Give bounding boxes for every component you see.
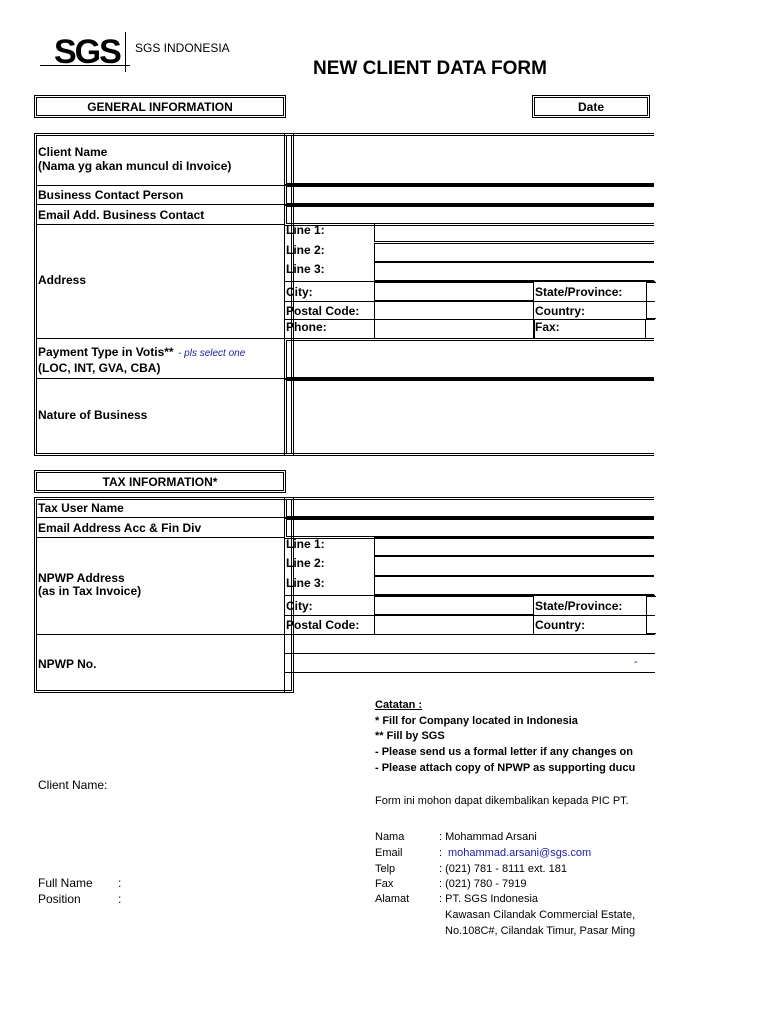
postal-label: Postal Code: — [286, 304, 360, 318]
city-field[interactable] — [374, 282, 534, 301]
line1-label: Line 1: — [286, 223, 325, 237]
email-link[interactable]: mohammad.arsani@sgs.com — [448, 847, 592, 859]
page-title: NEW CLIENT DATA FORM — [313, 58, 547, 79]
npwp-line2-field[interactable] — [374, 556, 654, 576]
full-name-colon: : — [118, 876, 122, 890]
state-label: State/Province: — [535, 285, 623, 299]
alamat-line3: No.108C#, Cilandak Timur, Pasar Ming — [445, 925, 636, 937]
npwp-postal-label: Postal Code: — [286, 618, 360, 632]
line3-label: Line 3: — [286, 262, 325, 276]
npwp-line1-field[interactable] — [374, 537, 654, 556]
notes-title: Catatan : — [375, 699, 423, 711]
client-name-label: Client Name — [38, 145, 108, 159]
country-label: Country: — [535, 304, 585, 318]
payment-options-label: (LOC, INT, GVA, CBA) — [38, 361, 161, 375]
alamat-value: : PT. SGS Indonesia — [439, 893, 539, 905]
note-4: - Please attach copy of NPWP as supporting ducu — [375, 762, 636, 774]
email-colon: : — [439, 847, 443, 859]
fax-value: : (021) 780 - 7919 — [439, 878, 527, 890]
note-3: - Please send us a formal letter if any changes on — [375, 746, 633, 758]
note-1: * Fill for Company located in Indonesia — [375, 715, 578, 727]
city-label: City: — [286, 285, 313, 299]
sgs-logo — [40, 32, 130, 72]
email-business-label: Email Add. Business Contact — [38, 208, 205, 222]
npwp-address-sub-label: (as in Tax Invoice) — [38, 584, 142, 598]
return-text: Form ini mohon dapat dikembalikan kepada PIC PT. — [375, 795, 629, 807]
position-colon: : — [118, 892, 122, 906]
nama-value: : Mohammad Arsani — [439, 831, 537, 843]
npwp-line1-label: Line 1: — [286, 537, 325, 551]
nature-label: Nature of Business — [38, 408, 148, 422]
line2-field[interactable] — [374, 243, 654, 262]
tax-user-value[interactable] — [284, 497, 654, 519]
address-label: Address — [38, 273, 87, 287]
alamat-line2: Kawasan Cilandak Commercial Estate, — [445, 909, 636, 921]
client-name-sub-label: (Nama yg akan muncul di Invoice) — [38, 159, 232, 173]
full-name-label: Full Name — [38, 876, 93, 890]
postal-field[interactable] — [374, 301, 534, 320]
email-acc-label: Email Address Acc & Fin Div — [38, 521, 202, 535]
npwp-dash: - — [634, 656, 638, 668]
email-label: Email — [375, 847, 403, 859]
business-contact-label: Business Contact Person — [38, 188, 184, 202]
alamat-label: Alamat — [375, 893, 410, 905]
logo-text: SGS — [54, 33, 120, 71]
fax-label-note: Fax — [375, 878, 394, 890]
phone-label: Phone: — [286, 320, 327, 334]
line3-field[interactable] — [374, 262, 654, 281]
line2-label: Line 2: — [286, 243, 325, 257]
payment-hint: - pls select one — [178, 348, 246, 359]
npwp-line3-label: Line 3: — [286, 576, 325, 590]
npwp-line3-field[interactable] — [374, 576, 654, 595]
position-label: Position — [38, 892, 81, 906]
npwp-postal-field[interactable] — [374, 615, 534, 635]
npwp-country-label: Country: — [535, 618, 585, 632]
npwp-state-label: State/Province: — [535, 599, 623, 613]
npwp-city-field[interactable] — [374, 596, 534, 615]
telp-value: : (021) 781 - 8111 ext. 181 — [439, 863, 568, 875]
npwp-no-field[interactable] — [290, 655, 650, 671]
general-info-header: GENERAL INFORMATION — [34, 95, 286, 118]
npwp-no-label: NPWP No. — [38, 657, 97, 671]
business-contact-value[interactable] — [284, 184, 654, 206]
nature-value[interactable] — [284, 378, 654, 456]
phone-field[interactable] — [374, 319, 534, 339]
company-name: SGS INDONESIA — [135, 41, 230, 55]
date-header: Date — [532, 95, 650, 118]
client-name-signoff: Client Name: — [38, 778, 108, 792]
payment-type-value[interactable] — [284, 338, 654, 380]
note-2: ** Fill by SGS — [375, 730, 445, 742]
npwp-address-label: NPWP Address — [38, 571, 125, 585]
telp-label: Telp — [375, 863, 396, 875]
fax-label: Fax: — [535, 320, 560, 334]
npwp-line2-label: Line 2: — [286, 556, 325, 570]
nama-label: Nama — [375, 831, 405, 843]
email-acc-value[interactable] — [284, 517, 654, 539]
tax-info-header: TAX INFORMATION* — [34, 470, 286, 493]
npwp-city-label: City: — [286, 599, 313, 613]
payment-type-label: Payment Type in Votis** — [38, 345, 174, 359]
fax-field[interactable] — [534, 319, 646, 339]
tax-user-label: Tax User Name — [38, 501, 124, 515]
line1-field[interactable] — [374, 223, 654, 242]
client-name-value[interactable] — [284, 133, 654, 186]
